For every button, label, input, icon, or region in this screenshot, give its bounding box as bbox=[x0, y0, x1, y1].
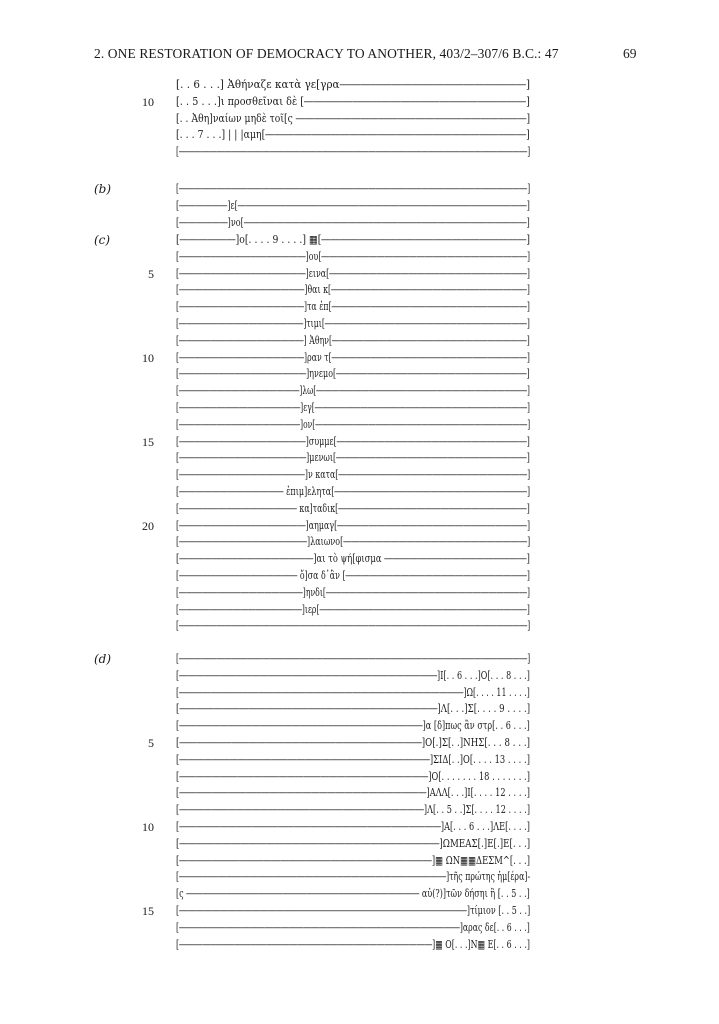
inscription-line bbox=[0, 77, 719, 94]
inscription-line bbox=[0, 836, 719, 853]
line-text: [――――――――――――――――――――――――――――――――――――――――――――――] bbox=[176, 619, 531, 633]
inscription-line bbox=[0, 518, 719, 535]
line-text: [――――――――――――――――]λω[――――――――――――――――――――――――――――] bbox=[176, 384, 530, 398]
inscription-line bbox=[0, 467, 719, 484]
line-text: [ς ――――――――――――――――――――――――――――― αὐ(?)]τῶν δήσηι ἢ [. . 5 . .] bbox=[176, 887, 530, 901]
inscription-line bbox=[0, 802, 719, 819]
line-text: [――――――――――――――――]τα ἐπ[―――――――――――――――――――――――――] bbox=[176, 300, 530, 314]
line-text: [――――――――――――――――]ιερ[―――――――――――――――――――――――――――] bbox=[176, 602, 530, 616]
inscription-line bbox=[0, 668, 719, 685]
inscription-line bbox=[0, 618, 719, 635]
inscription-line bbox=[0, 266, 719, 283]
line-text: [――――――――――――――――]θαι κ[―――――――――――――――――――――――――] bbox=[176, 283, 530, 297]
inscription-line bbox=[0, 701, 719, 718]
line-text: [――――――――――――――――]ραν τ[―――――――――――――――――――――――――] bbox=[176, 350, 530, 364]
line-text: [――――――――――――――――]αι τὸ ψή[φισμα ―――――――――――――――――] bbox=[176, 552, 530, 566]
line-number: 10 bbox=[142, 350, 154, 365]
line-text: [――――――――――――――――――――――――――――――]Λ[. . .]Σ[. . . . 9 . . . .] bbox=[176, 702, 531, 716]
inscription-line bbox=[0, 232, 719, 249]
line-text: [――――――――――――――――――――――――――――――]ΩΜΕΑΣ[.]Ε[.]Ε[. . .] bbox=[176, 836, 531, 850]
section-label-b: (b) bbox=[94, 182, 112, 196]
inscription-line bbox=[0, 819, 719, 836]
line-text: [――――――――――――――――]ηνδι[――――――――――――――――――――――――――] bbox=[176, 585, 531, 599]
inscription-line bbox=[0, 350, 719, 367]
line-number: 10 bbox=[142, 94, 154, 109]
line-text: [. . 6 . . .] Ἀθήναζε κατὰ γε[γρα――――――――――――――――――] bbox=[176, 78, 531, 91]
inscription-line bbox=[0, 450, 719, 467]
inscription-line bbox=[0, 735, 719, 752]
line-text: [――――――――――――――――]εινα[―――――――――――――――――――――――――] bbox=[176, 266, 531, 280]
running-header: 2. ONE RESTORATION OF DEMOCRACY TO ANOTHER, 403/2–307/6 B.C.: 47 bbox=[94, 46, 559, 61]
line-number: 15 bbox=[142, 434, 154, 449]
inscription-line bbox=[0, 400, 719, 417]
section-c bbox=[0, 232, 719, 635]
line-text: [――――――――――――――――――――――――――――――]▦ ΩΝ▦▦ΔΕΣΜ^[. . .] bbox=[176, 853, 531, 867]
inscription-line bbox=[0, 718, 719, 735]
line-text: [――――――――――――――――――――――――――――――]ΑΛΛ[. . .]Ι[. . . . 12 . . . .] bbox=[176, 786, 531, 800]
line-text: [――――――――――――――――]ηνεμο[――――――――――――――――――――――――] bbox=[176, 367, 530, 381]
line-text: [――――――――――――――――――――――――――――――――]Ι[. . 6 . . .]Ο[. . . 8 . . .] bbox=[176, 668, 530, 682]
line-text: [. . Ἀθη]ναίων μηδὲ τοῖ[ς ―――――――――――――――――――――――――] bbox=[176, 111, 531, 125]
line-text: [――――――――――――― ἐπιμ]ελητα[――――――――――――――――――――――――] bbox=[176, 484, 531, 498]
line-number: 10 bbox=[142, 819, 154, 834]
section-d bbox=[0, 651, 719, 953]
line-text: [――――――――――――――――]ν κατα[――――――――――――――――――――――――] bbox=[176, 468, 531, 482]
line-text: [――――――――――――――――――――――――――――――――――――]Ω[. . . . 11 . . . .] bbox=[176, 685, 530, 699]
line-text: [――――――――――――――――――――――――――――――――――――――――――――――] bbox=[176, 145, 531, 159]
line-text: [――――――――――――――――]ον[――――――――――――――――――――――――――――] bbox=[176, 417, 531, 431]
inscription-line bbox=[0, 383, 719, 400]
line-text: [――――――――――――――――――――――――――――――――――――――――――――――] bbox=[176, 182, 531, 195]
line-text: [. . . 7 . . .] | | |αμη[――――――――――――――――――――――――――――] bbox=[176, 128, 530, 142]
line-text: [――――――――――――――――――――――――――――――――――――]αρας δε[. . 6 . . .] bbox=[176, 920, 530, 934]
inscription-line bbox=[0, 769, 719, 786]
line-text: [――――――――――――――――]συμμε[――――――――――――――――――――――――] bbox=[176, 434, 530, 448]
inscription-line bbox=[0, 602, 719, 619]
line-number: 15 bbox=[142, 903, 154, 918]
line-text: [――――――]ε[――――――――――――――――――――――――――――――――――――] bbox=[176, 198, 530, 212]
inscription-line bbox=[0, 333, 719, 350]
line-text: [――――――――――――――――――――――――――――――――――]τῆς πρώτης ἡμ[έρα]- bbox=[176, 870, 531, 884]
inscription-line bbox=[0, 299, 719, 316]
inscription-line bbox=[0, 144, 719, 161]
inscription-line bbox=[0, 417, 719, 434]
inscription-line bbox=[0, 366, 719, 383]
inscription-line bbox=[0, 886, 719, 903]
inscription-line bbox=[0, 111, 719, 128]
inscription-line bbox=[0, 937, 719, 954]
inscription-line bbox=[0, 127, 719, 144]
inscription-line bbox=[0, 920, 719, 937]
line-text: [――――――――――――――――]ου[――――――――――――――――――――――――――] bbox=[176, 249, 531, 263]
inscription-line bbox=[0, 94, 719, 111]
inscription-line bbox=[0, 869, 719, 886]
inscription-line bbox=[0, 551, 719, 568]
inscription-line bbox=[0, 198, 719, 215]
line-text: [――――――――――――――――]τιμι[――――――――――――――――――――――――――] bbox=[176, 316, 530, 330]
line-text: [――――――――――――――――] Ἀθην[―――――――――――――――――――――――――] bbox=[176, 333, 530, 347]
section-b bbox=[0, 181, 719, 231]
line-text: [. . 5 . . .]ι προσθεῖναι δὲ [―――――――――――――――――――――――] bbox=[176, 94, 530, 108]
section-label-c: (c) bbox=[94, 233, 111, 247]
inscription-line bbox=[0, 585, 719, 602]
line-text: [――――――――――――――――――――――――――――――――――――――――――――――] bbox=[176, 652, 531, 665]
inscription-line bbox=[0, 752, 719, 769]
inscription-line bbox=[0, 685, 719, 702]
line-text: [――――――――――――――― ὅ]σα δ᾽ἂν [―――――――――――――――――――――――] bbox=[176, 568, 531, 582]
inscription-line bbox=[0, 249, 719, 266]
inscription-line bbox=[0, 534, 719, 551]
line-text: [――――――]ο[. . . . 9 . . . .] ▦[――――――――――――――――――――――] bbox=[176, 233, 531, 246]
line-number: 5 bbox=[148, 266, 154, 281]
inscription-line bbox=[0, 215, 719, 232]
line-number: 20 bbox=[142, 518, 154, 533]
section-a bbox=[0, 77, 719, 161]
line-text: [――――――――――――――――――――――――――――――――――――]τίμιον [. . 5 . .] bbox=[176, 903, 531, 917]
inscription-line bbox=[0, 181, 719, 198]
line-text: [――――――――――――――――――――――――――――――]α [δ]πως ἂν στρ[. . 6 . . .] bbox=[176, 719, 530, 733]
line-text: [――――――――――――――――]λαιωνο[―――――――――――――――――――――――] bbox=[176, 535, 531, 549]
line-text: [――――――]νο[―――――――――――――――――――――――――――――――――――] bbox=[176, 215, 530, 229]
line-text: [――――――――――――――――――――――――――――――――]Α[. . . 6 . . .]ΛΕ[. . . .] bbox=[176, 819, 530, 833]
inscription-line bbox=[0, 434, 719, 451]
line-text: [――――――――――――――――]αημαγ[――――――――――――――――――――――――] bbox=[176, 518, 531, 532]
line-text: [――――――――――――――――――――――――――――――]Ο[. . . . . . . 18 . . . . . . .] bbox=[176, 769, 530, 783]
line-text: [――――――――――――――――――――――――――――――]Λ[. . 5 . .]Σ[. . . . 12 . . . .] bbox=[176, 803, 531, 817]
inscription-line bbox=[0, 282, 719, 299]
inscription-line bbox=[0, 903, 719, 920]
inscription-line bbox=[0, 651, 719, 668]
line-text: [――――――――――――――― κα]ταδικ[――――――――――――――――――――――――] bbox=[176, 501, 530, 515]
line-number: 5 bbox=[148, 735, 154, 750]
inscription-line bbox=[0, 785, 719, 802]
inscription-line bbox=[0, 484, 719, 501]
line-text: [――――――――――――――――]εγ[――――――――――――――――――――――――――――] bbox=[176, 400, 531, 414]
line-text: [――――――――――――――――――――――――――――――――]▦ Ο[. . .]Ν▦ Ε[. . 6 . . .] bbox=[176, 937, 531, 951]
inscription-line bbox=[0, 853, 719, 870]
section-label-d: (d) bbox=[94, 652, 112, 666]
inscription-line bbox=[0, 501, 719, 518]
line-text: [――――――――――――――――――――――――――――]Ο[.]Σ[. .]ΝΗΣ[. . . 8 . . .] bbox=[176, 735, 531, 749]
inscription-line bbox=[0, 568, 719, 585]
inscription-line bbox=[0, 316, 719, 333]
line-text: [――――――――――――――――]μενωι[――――――――――――――――――――――――] bbox=[176, 451, 530, 465]
page-number: 69 bbox=[623, 46, 637, 61]
line-text: [――――――――――――――――――――――――――――――]ΣΙΔ[. .]Ο[. . . . 13 . . . .] bbox=[176, 752, 530, 766]
